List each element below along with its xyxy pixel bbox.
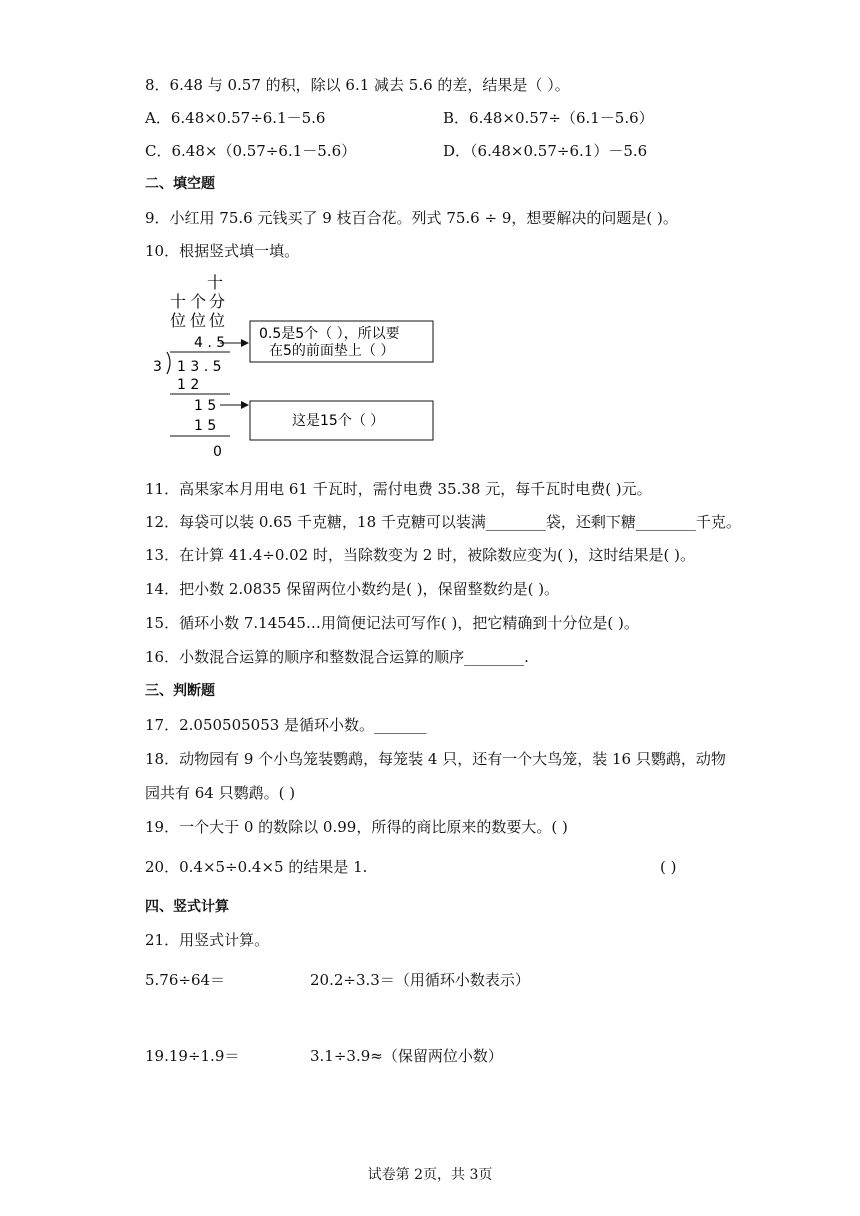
diagram-box-1-line-1: 0.5是5个（ ），所以要: [259, 326, 400, 342]
diagram-dividend: 1 3 . 5: [177, 359, 222, 375]
question-17: 17．2.050505053 是循环小数。_______: [145, 716, 427, 734]
question-21: 21．用竖式计算。: [145, 931, 270, 949]
question-11: 11．高果家本月用电 61 千瓦时，需付电费 35.38 元，每千瓦时电费( )元。: [145, 480, 652, 498]
question-13: 13．在计算 41.4÷0.02 时，当除数变为 2 时，被除数应变为( )，这时结果是( )。: [145, 546, 696, 564]
question-12: 12．每袋可以装 0.65 千克糖，18 千克糖可以装满________袋，还剩下糖________千克。: [145, 513, 741, 531]
question-19: 19．一个大于 0 的数除以 0.99，所得的商比原来的数要大。( ): [145, 818, 568, 836]
page-footer: 试卷第 2页，共 3页: [367, 1167, 493, 1183]
question-18-line-2: 园共有 64 只鹦鹉。( ): [145, 784, 296, 802]
question-10: 10．根据竖式填一填。: [145, 242, 300, 260]
diagram-result: 0: [213, 444, 222, 460]
diagram-remainder-1: 1 5: [194, 398, 217, 414]
question-8-option-a: A．6.48×0.57÷6.1－5.6: [145, 109, 326, 127]
diagram-box-2-text: 这是15个（ ）: [292, 413, 385, 429]
diagram-header-wei-2: 位: [190, 311, 207, 330]
section-heading-fill-blank: 二、填空题: [145, 176, 215, 192]
question-15: 15．循环小数 7.14545…用简便记法可写作( )，把它精确到十分位是( )。: [145, 614, 639, 632]
question-14: 14．把小数 2.0835 保留两位小数约是( )，保留整数约是( )。: [145, 580, 560, 598]
diagram-header-wei-1: 位: [170, 311, 187, 330]
diagram-shi-top: 十: [207, 273, 224, 292]
question-20-answer-paren: ( ): [660, 858, 677, 876]
diagram-box-1-line-2: 在5的前面垫上（ ）: [269, 343, 395, 359]
diagram-subtrahend-1: 1 2: [177, 377, 200, 393]
question-20: 20．0.4×5÷0.4×5 的结果是 1.: [145, 858, 368, 876]
diagram-quotient: 4 . 5: [194, 335, 226, 351]
question-8-stem: 8．6.48 与 0.57 的积，除以 6.1 减去 5.6 的差，结果是（ ）。: [145, 76, 570, 94]
question-16: 16．小数混合运算的顺序和整数混合运算的顺序________.: [145, 648, 529, 666]
diagram-header-ones: 个: [190, 292, 207, 311]
diagram-divisor: 3: [153, 359, 162, 375]
section-heading-judgment: 三、判断题: [145, 683, 215, 699]
diagram-header-tens: 十: [170, 292, 187, 311]
calc-item-c: 19.19÷1.9＝: [145, 1047, 240, 1065]
calc-item-d: 3.1÷3.9≈（保留两位小数）: [310, 1047, 503, 1065]
calc-item-a: 5.76÷64＝: [145, 971, 226, 989]
question-9: 9．小红用 75.6 元钱买了 9 枝百合花。列式 75.6 ÷ 9，想要解决的问题是( )。: [145, 209, 678, 227]
question-18-line-1: 18．动物园有 9 个小鸟笼装鹦鹉，每笼装 4 只，还有一个大鸟笼，装 16 只鹦鹉，动物: [145, 750, 726, 768]
diagram-header-wei-3: 位: [209, 311, 226, 330]
diagram-subtrahend-2: 1 5: [194, 418, 217, 434]
long-division-diagram: [145, 270, 445, 460]
section-heading-vertical-calc: 四、竖式计算: [145, 899, 229, 915]
question-8-option-d: D．（6.48×0.57÷6.1）－5.6: [443, 142, 648, 160]
question-8-option-c: C．6.48×（0.57÷6.1－5.6）: [145, 142, 357, 160]
question-8-option-b: B．6.48×0.57÷（6.1－5.6）: [443, 109, 654, 127]
calc-item-b: 20.2÷3.3＝（用循环小数表示）: [310, 971, 530, 989]
diagram-header-tenths: 分: [209, 292, 226, 311]
